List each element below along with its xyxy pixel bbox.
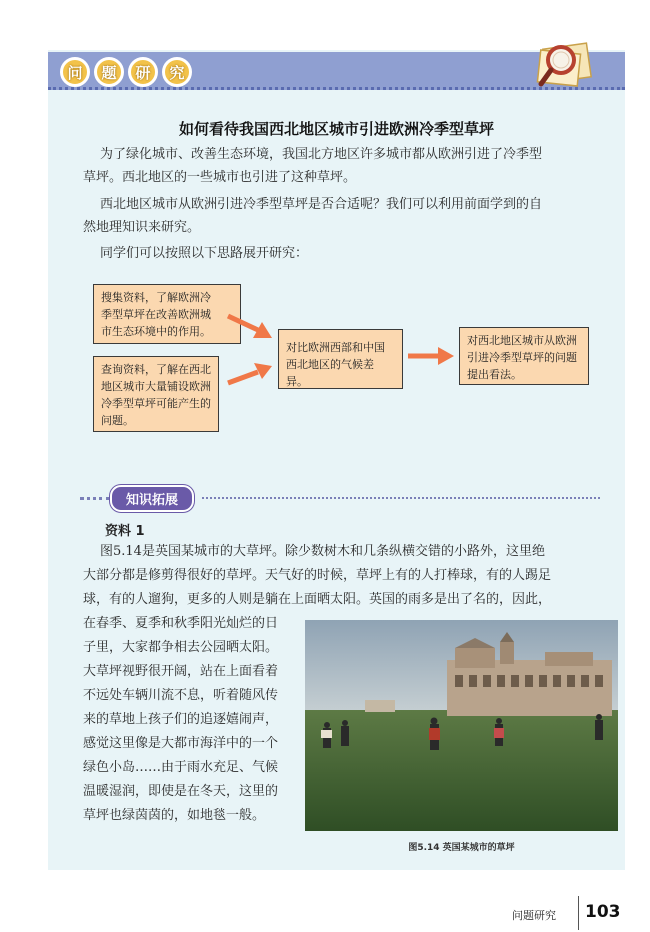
title-char: 究 xyxy=(162,57,192,87)
paragraph-line: 为了绿化城市、改善生态环境，我国北方地区许多城市都从欧洲引进了冷季型 xyxy=(100,147,543,162)
paragraph-line: 同学们可以按照以下思路展开研究： xyxy=(100,246,309,261)
flow-box-line: 西北地区的气候差异。 xyxy=(286,358,374,388)
flow-box-line: 查询资料，了解在西北 xyxy=(101,363,211,376)
paragraph-line: 感觉这里像是大都市海洋中的一个 xyxy=(83,736,279,751)
flow-box-line: 引进冷季型草坪的问题 xyxy=(467,351,577,364)
paragraph-line: 西北地区城市从欧洲引进冷季型草坪是否合适呢？我们可以利用前面学到的自 xyxy=(100,197,543,212)
knowledge-extension-header xyxy=(80,487,600,509)
article-title: 如何看待我国西北地区城市引进欧洲冷季型草坪 xyxy=(178,120,494,138)
title-char: 研 xyxy=(128,57,158,87)
paragraph-line: 大部分都是修剪得很好的草坪。天气好的时候，草坪上有的人打棒球，有的人踢足 xyxy=(83,568,552,583)
material-label: 资料 1 xyxy=(105,524,145,539)
footer-divider xyxy=(578,896,579,930)
title-char: 题 xyxy=(94,57,124,87)
lawn-photo xyxy=(305,620,618,831)
page-number: 103 xyxy=(585,902,621,922)
title-char: 问 xyxy=(60,57,90,87)
flow-box-line: 搜集资料，了解欧洲冷 xyxy=(101,291,211,304)
flow-box-line: 问题。 xyxy=(101,414,134,427)
paragraph-line: 图5.14是英国某城市的大草坪。除少数树木和几条纵横交错的小路外，这里绝 xyxy=(100,544,545,559)
dotted-divider xyxy=(80,497,110,500)
flow-box-line: 市生态环境中的作用。 xyxy=(101,325,211,338)
paragraph-line: 草坪也绿茵茵的，如地毯一般。 xyxy=(83,808,266,823)
arrow-icon xyxy=(408,347,454,365)
flow-box-line: 冷季型草坪可能产生的 xyxy=(101,397,211,410)
knowledge-extension-label: 知识拓展 xyxy=(110,485,194,512)
figure-caption: 图5.14 英国某城市的草坪 xyxy=(408,843,515,853)
paragraph-line: 在春季、夏季和秋季阳光灿烂的日 xyxy=(83,616,279,631)
flow-box-line: 对西北地区城市从欧洲 xyxy=(467,334,577,347)
paragraph-line: 球，有的人遛狗，更多的人则是躺在上面晒太阳。英国的雨多是出了名的，因此， xyxy=(83,592,552,607)
arrow-icon xyxy=(228,363,272,383)
paragraph-line: 然地理知识来研究。 xyxy=(83,220,201,235)
paragraph-line: 绿色小岛……由于雨水充足、气候 xyxy=(83,760,279,775)
paragraph-line: 大草坪视野很开阔，站在上面看着 xyxy=(83,664,279,679)
flow-box-line: 地区城市大量铺设欧洲 xyxy=(101,380,211,393)
paragraph-line: 子里，大家都争相去公园晒太阳。 xyxy=(83,640,279,655)
paragraph-line: 来的草地上孩子们的追逐嬉闹声， xyxy=(83,712,279,727)
flow-box-line: 提出看法。 xyxy=(467,368,522,381)
flow-box-line: 对比欧洲西部和中国 xyxy=(286,341,385,354)
paragraph-line: 不远处车辆川流不息，听着随风传 xyxy=(83,688,279,703)
footer-section-name: 问题研究 xyxy=(512,909,556,922)
flow-box-line: 季型草坪在改善欧洲城 xyxy=(101,308,211,321)
paragraph-line: 温暖湿润，即使是在冬天，这里的 xyxy=(83,784,279,799)
dotted-divider xyxy=(202,497,600,499)
arrow-icon xyxy=(228,316,272,338)
paragraph-line: 草坪。西北地区的一些城市也引进了这种草坪。 xyxy=(83,170,357,185)
